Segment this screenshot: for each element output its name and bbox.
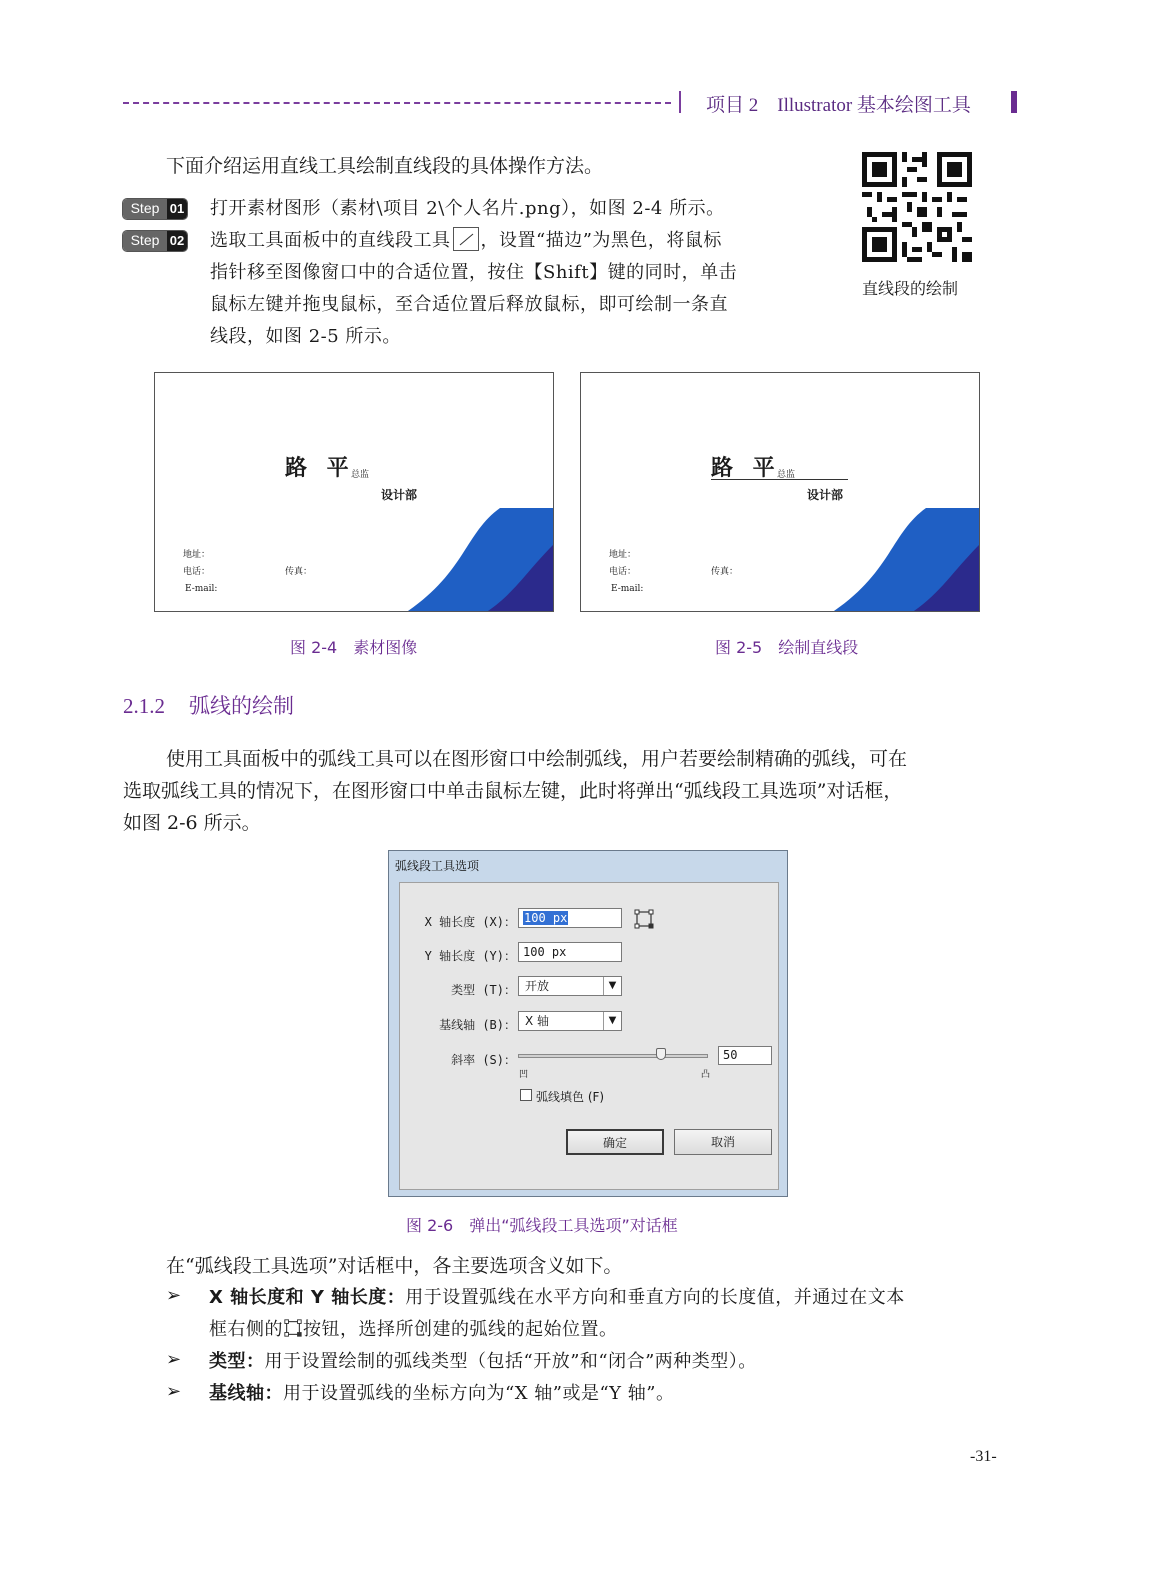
step-label: Step [123,199,167,219]
arc-fill-label: 弧线填色 (F) [536,1090,605,1104]
card-phone: 电话： [609,567,637,577]
origin-point-icon [283,1318,303,1338]
step-02-line-4: 线段，如图 2-5 所示。 [210,326,401,347]
x-length-value: 100 px [524,911,568,925]
section-number: 2.1.2 [123,694,165,718]
page-number: -31- [970,1448,997,1465]
origin-point-icon[interactable] [633,908,655,930]
slope-slider[interactable] [518,1054,708,1058]
section-heading [123,690,294,720]
cancel-button[interactable]: 取消 [674,1129,772,1155]
card-email: E-mail: [185,584,218,594]
ok-button[interactable]: 确定 [566,1129,664,1155]
intro-paragraph: 下面介绍运用直线工具绘制直线段的具体操作方法。 [166,155,604,177]
bullet-1-line-2 [209,1314,618,1346]
card-addr: 地址： [183,550,211,560]
step-02-line-1 [210,225,722,257]
type-label: 类型 (T)： [451,983,516,997]
bullet-marker: ➢ [166,1381,182,1402]
card-dept: 设计部 [381,488,418,502]
card-role: 总监 [777,470,796,480]
bullet-1-text-2b: 按钮，选择所创建的弧线的起始位置。 [303,1319,618,1340]
card-name: 路 平 [285,455,355,481]
bullet-3 [209,1378,674,1410]
qr-caption: 直线段的绘制 [862,279,959,298]
paragraph-line-1: 使用工具面板中的弧线工具可以在图形窗口中绘制弧线，用户若要绘制精确的弧线，可在 [166,748,908,770]
type-value: 开放 [525,979,550,993]
bullet-1-line-1 [209,1282,905,1314]
options-intro: 在“弧线段工具选项”对话框中，各主要选项含义如下。 [166,1255,623,1277]
running-header [123,88,1023,118]
baseline-axis-dropdown[interactable] [518,1011,622,1031]
header-divider [679,91,681,113]
bullet-2 [209,1346,757,1378]
card-wave-graphic [831,473,980,612]
bullet-1-term: X 轴长度和 Y 轴长度： [209,1287,406,1308]
bullet-1-text: 用于设置弧线在水平方向和垂直方向的长度值，并通过在文本 [405,1287,905,1308]
card-addr: 地址： [609,550,637,560]
slope-input[interactable]: 50 [718,1046,772,1065]
chevron-down-icon: ▼ [603,1012,621,1030]
header-title: 项目 2 Illustrator 基本绘图工具 [706,95,971,116]
bullet-2-text: 用于设置绘制的弧线类型（包括“开放”和“闭合”两种类型）。 [264,1351,757,1372]
paragraph-line-3: 如图 2-6 所示。 [123,812,261,834]
y-length-label: Y 轴长度 (Y)： [424,949,516,963]
step-number: 01 [167,199,187,219]
arc-fill-checkbox[interactable] [520,1089,532,1101]
baseline-axis-value: X 轴 [525,1014,550,1028]
drawn-line-segment [711,479,848,480]
baseline-axis-label: 基线轴 (B)： [439,1018,516,1032]
y-length-input[interactable]: 100 px [518,942,622,962]
dialog-body [399,882,779,1190]
x-length-label: X 轴长度 (X)： [424,915,516,929]
bullet-3-text: 用于设置弧线的坐标方向为“X 轴”或是“Y 轴”。 [283,1383,675,1404]
type-dropdown[interactable] [518,976,622,996]
figure-2-6-caption: 图 2-6 弹出“弧线段工具选项”对话框 [406,1216,678,1235]
card-phone: 电话： [183,567,211,577]
card-fax: 传真： [285,567,313,577]
convex-label: 凸 [701,1070,711,1080]
business-card-original [154,372,554,612]
paragraph-line-2: 选取弧线工具的情况下，在图形窗口中单击鼠标左键，此时将弹出“弧线段工具选项”对话框， [123,780,903,802]
step-02-line-3: 鼠标左键并拖曳鼠标，至合适位置后释放鼠标，即可绘制一条直 [210,294,728,315]
header-dashed-rule [123,102,671,104]
qr-code-icon[interactable] [862,152,972,262]
arc-tool-options-dialog [388,850,788,1197]
bullet-2-term: 类型： [209,1351,265,1372]
card-name: 路 平 [711,455,781,481]
step-02-line-2: 指针移至图像窗口中的合适位置，按住【Shift】键的同时，单击 [210,262,738,283]
header-bar-mark [1011,91,1017,113]
bullet-1-text-2a: 框右侧的 [209,1319,283,1340]
card-wave-graphic [405,473,554,612]
step-badge-02 [122,230,188,252]
figure-2-4-caption: 图 2-4 素材图像 [290,638,418,657]
card-role: 总监 [351,470,370,480]
card-dept: 设计部 [807,488,844,502]
step-badge-01 [122,198,188,220]
bullet-marker: ➢ [166,1285,182,1306]
section-title: 弧线的绘制 [189,694,294,718]
bullet-marker: ➢ [166,1349,182,1370]
business-card-with-line [580,372,980,612]
card-contact-labels [609,547,643,598]
step-02-text-b: ，设置“描边”为黑色，将鼠标 [480,230,722,251]
figure-2-5-caption: 图 2-5 绘制直线段 [715,638,859,657]
step-02-text-a: 选取工具面板中的直线段工具 [210,230,451,251]
x-length-input[interactable] [518,908,622,928]
card-contact-labels [183,547,217,598]
card-fax: 传真： [711,567,739,577]
dialog-title: 弧线段工具选项 [395,859,480,873]
slope-label: 斜率 (S)： [451,1053,516,1067]
bullet-3-term: 基线轴： [209,1383,283,1404]
step-01-text: 打开素材图形（素材\项目 2\个人名片.png），如图 2-4 所示。 [210,198,725,219]
chevron-down-icon: ▼ [603,977,621,995]
concave-label: 凹 [519,1070,529,1080]
slope-slider-thumb[interactable] [656,1048,666,1060]
step-number: 02 [167,231,187,251]
step-label: Step [123,231,167,251]
card-email: E-mail: [611,584,644,594]
line-segment-tool-icon [453,227,479,251]
